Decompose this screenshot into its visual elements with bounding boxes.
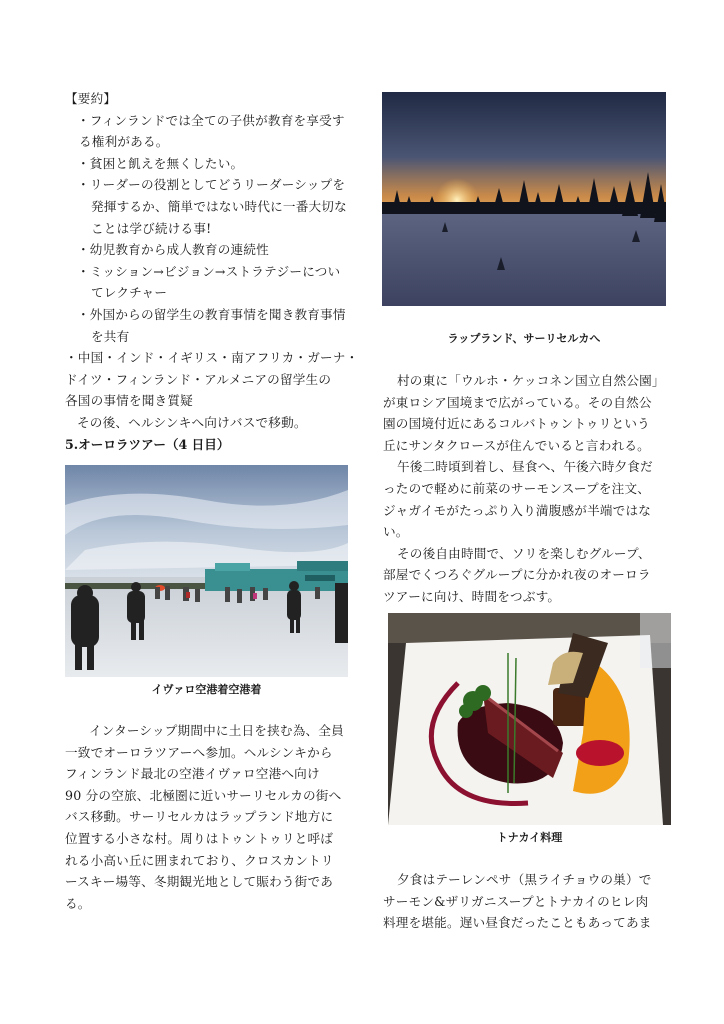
paragraph4-line: 料理を堪能。遅い昼食だったこともあってあま: [383, 915, 652, 931]
reindeer-dish-image: [388, 613, 671, 825]
body-line: インターシップ期間中に土日を挟む為、全員: [89, 723, 344, 738]
paragraph1-line: 村の東に「ウルホ・ケッコネン国立自然公園」: [397, 373, 665, 388]
body-line: ースキー場等、冬期観光地として賑わう街であ: [65, 874, 334, 890]
paragraph4-line: 夕食はテーレンペサ（黒ライチョウの巣）で: [397, 872, 652, 887]
summary-line: を共有: [91, 328, 130, 344]
body-line: バス移動。サーリセルカはラップランド地方に: [65, 809, 334, 825]
left-column-body: [65, 720, 355, 914]
paragraph2-line: 午後二時頃到着し、昼食へ、午後六時夕食だ: [397, 459, 653, 475]
paragraph4-line: サーモン&ザリガニスープとトナカイのヒレ肉: [383, 893, 649, 909]
airport-photo: [65, 465, 348, 677]
right-column-text: [383, 370, 673, 608]
lapland-photo-image: [382, 92, 666, 306]
summary-line: ・外国からの留学生の教育事情を聞き教育事情: [77, 306, 346, 322]
summary-heading: 【要約】: [65, 91, 117, 106]
body-line: フィンランド最北の空港イヴァロ空港へ向け: [65, 766, 320, 782]
lapland-photo: [382, 92, 666, 306]
body-line: 一致でオーロラツアーへ参加。ヘルシンキから: [65, 744, 333, 760]
body-line: れる小高い丘に囲まれており、クロスカントリ: [65, 852, 334, 868]
summary-line: ことは学び続ける事!: [91, 220, 212, 236]
summary-line: ・幼児教育から成人教育の連続性: [77, 242, 269, 258]
summary-line: 発揮するか、簡単ではない時代に一番大切な: [91, 198, 347, 214]
country-line: 各国の事情を聞き質疑: [65, 393, 193, 409]
photo2-caption: ラップランド、サーリセルカへ: [447, 332, 601, 345]
photo1-caption: イヴァロ空港着空港着: [151, 683, 262, 696]
paragraph3-line: ツアーに向け、時間をつぶす。: [383, 588, 561, 604]
summary-line: ・フィンランドでは全ての子供が教育を享受す: [77, 112, 345, 128]
photo3-caption: トナカイ料理: [496, 831, 563, 844]
airport-photo-image: [65, 465, 348, 677]
paragraph1-line: 丘にサンタクロースが住んでいると言われる。: [383, 437, 650, 453]
paragraph3-line: その後自由時間で、ソリを楽しむグループ、: [397, 545, 651, 561]
paragraph2-line: ったので軽めに前菜のサーモンスープを注文、: [383, 480, 651, 496]
summary-line: る権利がある。: [79, 134, 169, 150]
country-line: ・中国・インド・イギリス・南アフリカ・ガーナ・: [65, 350, 359, 366]
country-line: ドイツ・フィンランド・アルメニアの留学生の: [65, 371, 332, 387]
left-column-top: [65, 88, 359, 455]
summary-line: ・ミッション→ビジョン→ストラテジーについ: [77, 263, 341, 279]
summary-line: ・リーダーの役割としてどうリーダーシップを: [77, 177, 346, 193]
summary-line: てレクチャー: [91, 285, 168, 301]
body-line: 位置する小さな村。周りはトゥントゥリと呼ば: [65, 830, 334, 846]
paragraph1-line: 園の国境付近にあるコルバトゥントゥリという: [383, 416, 650, 432]
paragraph2-line: い。: [383, 524, 409, 540]
paragraph2-line: ジャガイモがたっぷり入り満腹感が半端ではな: [383, 502, 652, 518]
reindeer-dish-photo: [388, 613, 671, 825]
section-title: 5.オーロラツアー（4 日目）: [65, 436, 230, 452]
paragraph3-line: 部屋でくつろぐグループに分かれ夜のオーロラ: [383, 567, 651, 583]
summary-line: ・貧困と飢えを無くしたい。: [77, 155, 244, 171]
right-column-bottom: [383, 869, 673, 934]
body-line: る。: [65, 895, 91, 911]
bus-line: その後、ヘルシンキへ向けバスで移動。: [77, 414, 307, 430]
paragraph1-line: が東ロシア国境まで広がっている。その自然公: [383, 394, 652, 410]
body-line: 90 分の空旅、北極圏に近いサーリセルカの街へ: [65, 787, 342, 803]
